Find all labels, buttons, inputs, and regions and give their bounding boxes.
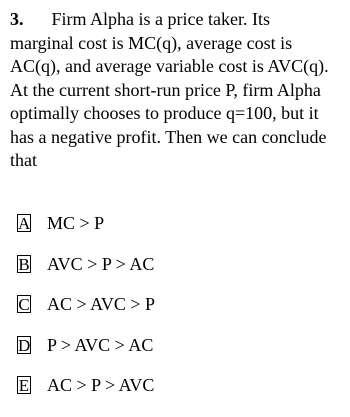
question-block bbox=[10, 8, 344, 173]
choice-a[interactable] bbox=[17, 211, 155, 252]
choice-text: AVC > P > AC bbox=[47, 253, 155, 274]
choice-b[interactable] bbox=[17, 252, 155, 293]
choice-d[interactable] bbox=[17, 333, 155, 374]
question-text-line: Firm Alpha is a price taker. Its bbox=[51, 9, 270, 29]
choice-c[interactable] bbox=[17, 292, 155, 333]
question-line-1 bbox=[10, 8, 344, 32]
question-text-line: AC(q), and average variable cost is AVC(q). bbox=[10, 56, 329, 76]
choice-letter-box[interactable]: C bbox=[18, 295, 30, 314]
choice-text: P > AVC > AC bbox=[47, 334, 154, 355]
question-text-line: that bbox=[10, 150, 37, 170]
choice-letter-box[interactable]: B bbox=[18, 254, 30, 274]
question-text-line: marginal cost is MC(q), average cost is bbox=[10, 32, 293, 53]
choice-e[interactable] bbox=[17, 373, 155, 414]
answer-choices bbox=[17, 211, 155, 414]
choice-letter-box[interactable]: D bbox=[18, 335, 31, 355]
choice-letter-box[interactable]: A bbox=[18, 214, 31, 233]
question-text-line: optimally chooses to produce q=100, but it bbox=[10, 103, 319, 123]
question-number: 3. bbox=[10, 9, 24, 29]
choice-text: AC > AVC > P bbox=[47, 294, 156, 314]
question-text-line: At the current short-run price P, firm Alpha bbox=[10, 79, 321, 100]
choice-letter-box[interactable]: E bbox=[18, 376, 30, 395]
choice-text: AC > P > AVC bbox=[47, 375, 155, 395]
choice-text: MC > P bbox=[47, 213, 105, 233]
question-text-line: has a negative profit. Then we can conclude bbox=[10, 126, 327, 147]
